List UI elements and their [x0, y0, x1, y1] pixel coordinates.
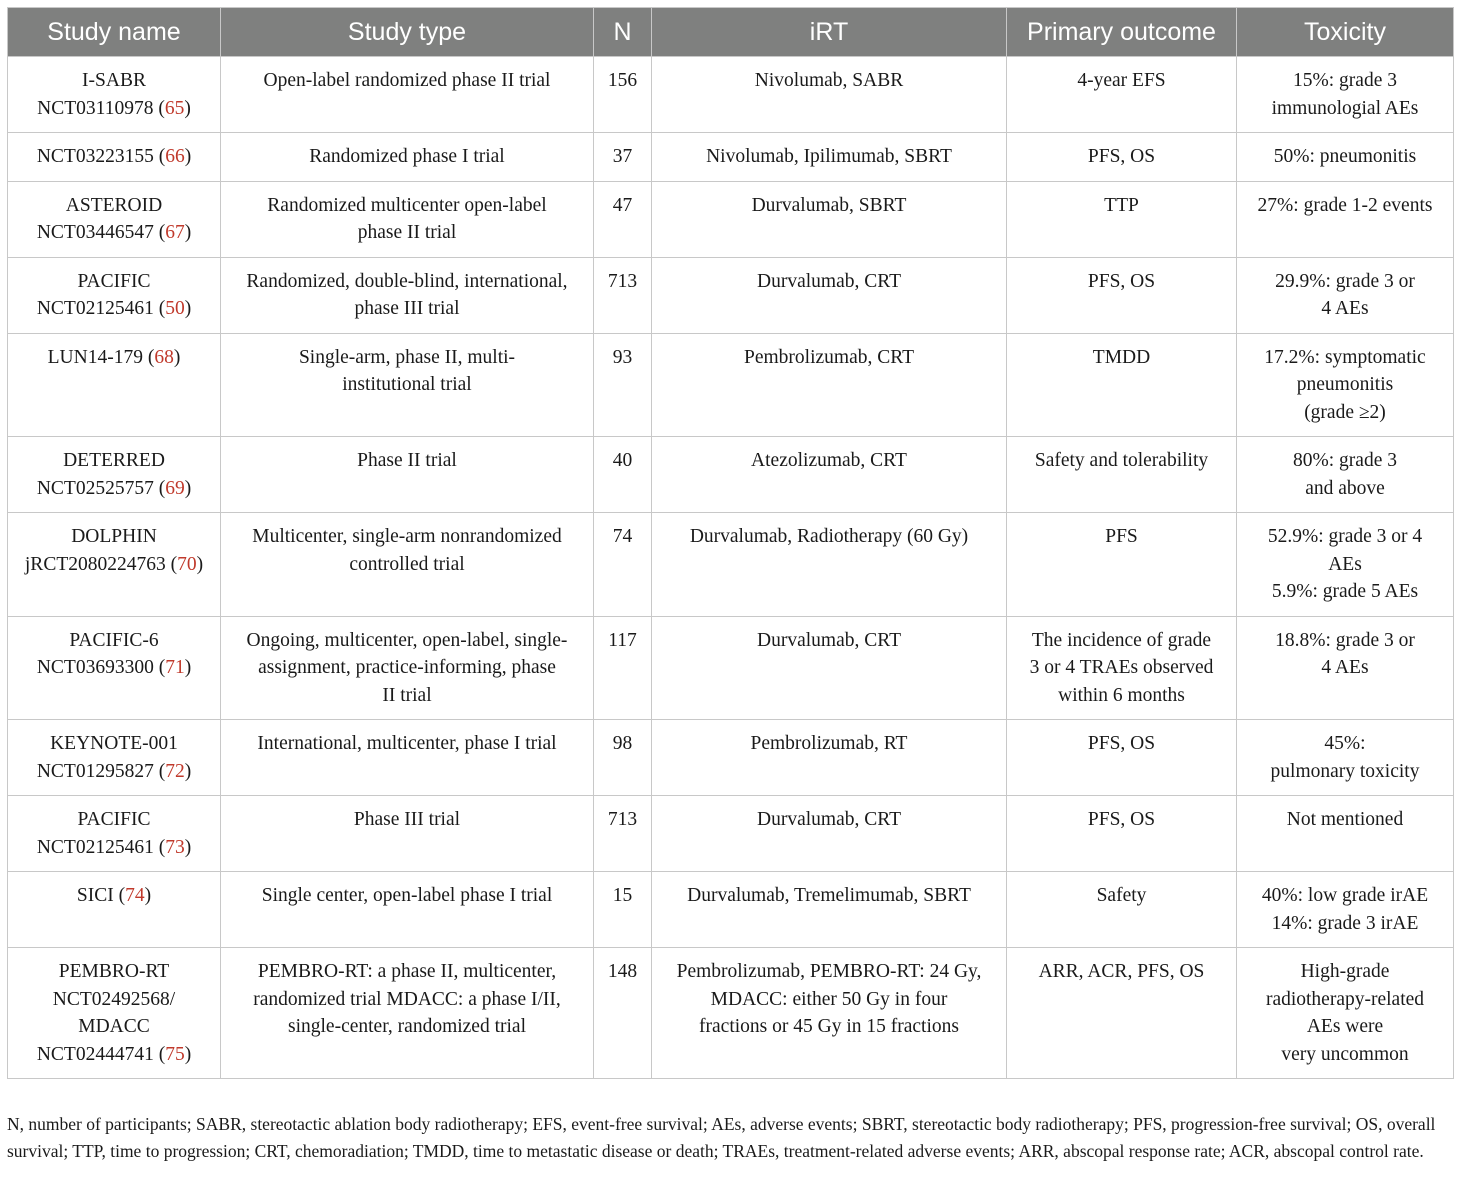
cell-study-name: [8, 437, 221, 513]
study-name-line: DOLPHIN: [71, 526, 157, 547]
cell-primary-outcome-line: PFS, OS: [1087, 270, 1156, 292]
cell-study-type-line: Ongoing, multicenter, open-label, single-: [246, 629, 568, 651]
cell-study-type-line: Randomized, double-blind, international,: [246, 270, 568, 292]
reference-link[interactable]: 72: [165, 760, 185, 782]
reference-link[interactable]: 65: [164, 97, 185, 119]
cell-toxicity: [1237, 257, 1454, 333]
reference-link[interactable]: 67: [165, 222, 185, 243]
cell-toxicity: [1237, 133, 1454, 182]
cell-study-name: [8, 513, 221, 617]
cell-n: 93: [594, 333, 652, 437]
study-name-line: LUN14-179 (68): [47, 346, 181, 368]
study-name-line: DETERRED: [63, 450, 165, 471]
cell-study-name: [8, 333, 221, 437]
cell-study-type-line: II trial: [382, 684, 432, 706]
table-container: [7, 7, 1453, 1079]
header-irt: iRT: [652, 8, 1007, 57]
cell-irt-line: Atezolizumab, CRT: [751, 450, 907, 471]
table-row: [8, 720, 1454, 796]
cell-n: 156: [594, 57, 652, 133]
cell-study-type: [221, 333, 594, 437]
study-name-line: NCT02525757 (69): [36, 477, 192, 499]
study-name-line: jRCT2080224763 (70): [24, 553, 204, 575]
cell-n: 117: [594, 616, 652, 720]
cell-toxicity: [1237, 513, 1454, 617]
cell-toxicity-line: 27%: grade 1-2 events: [1257, 194, 1433, 216]
cell-study-type-line: International, multicenter, phase I trial: [257, 733, 557, 754]
reference-link[interactable]: 66: [165, 146, 185, 167]
cell-study-type-line: institutional trial: [342, 374, 472, 395]
cell-primary-outcome-line: Safety: [1096, 885, 1147, 906]
cell-primary-outcome: [1007, 796, 1237, 872]
cell-n: 98: [594, 720, 652, 796]
reference-link[interactable]: 74: [125, 885, 145, 906]
cell-toxicity: [1237, 616, 1454, 720]
cell-toxicity-line: very uncommon: [1281, 1043, 1409, 1065]
cell-toxicity-line: pneumonitis: [1296, 374, 1394, 395]
cell-n: 40: [594, 437, 652, 513]
cell-toxicity-line: High-grade: [1300, 961, 1390, 982]
study-name-line: PACIFIC: [77, 809, 151, 830]
cell-primary-outcome-line: PFS, OS: [1087, 809, 1156, 830]
table-row: [8, 181, 1454, 257]
cell-study-name: [8, 872, 221, 948]
reference-link[interactable]: 50: [165, 298, 185, 319]
cell-study-name: [8, 948, 221, 1079]
cell-toxicity: [1237, 948, 1454, 1079]
reference-link[interactable]: 73: [165, 836, 185, 858]
cell-toxicity: [1237, 796, 1454, 872]
study-name-line: KEYNOTE-001: [50, 733, 178, 754]
cell-study-name: [8, 616, 221, 720]
cell-irt-line: Durvalumab, Radiotherapy (60 Gy): [689, 526, 969, 547]
cell-study-type: [221, 720, 594, 796]
cell-study-type: [221, 872, 594, 948]
cell-primary-outcome-line: PFS: [1105, 526, 1138, 547]
cell-toxicity-line: immunologial AEs: [1271, 97, 1419, 119]
study-name-line: NCT02125461 (73): [36, 836, 192, 858]
cell-study-type-line: Phase III trial: [353, 809, 461, 830]
cell-irt: [652, 616, 1007, 720]
cell-irt: [652, 257, 1007, 333]
cell-n: 15: [594, 872, 652, 948]
cell-study-name: [8, 796, 221, 872]
cell-study-name: [8, 57, 221, 133]
cell-toxicity-line: 17.2%: symptomatic: [1264, 346, 1426, 368]
study-name-line: SICI (74): [76, 885, 152, 906]
cell-primary-outcome: [1007, 616, 1237, 720]
cell-irt-line: Pembrolizumab, CRT: [744, 346, 914, 368]
cell-n: 37: [594, 133, 652, 182]
cell-study-type-line: phase II trial: [357, 222, 457, 243]
study-name-line: PACIFIC-6: [69, 629, 159, 651]
cell-toxicity-line: 50%: pneumonitis: [1273, 146, 1417, 167]
cell-irt-line: Durvalumab, CRT: [757, 629, 901, 651]
cell-toxicity-line: 15%: grade 3: [1293, 70, 1397, 91]
cell-primary-outcome: [1007, 133, 1237, 182]
cell-primary-outcome: [1007, 181, 1237, 257]
cell-study-type: [221, 133, 594, 182]
cell-irt: [652, 437, 1007, 513]
cell-toxicity-line: 40%: low grade irAE: [1261, 885, 1429, 906]
cell-irt: [652, 872, 1007, 948]
study-name-line: NCT02444741 (75): [36, 1043, 192, 1065]
header-study-type: Study type: [221, 8, 594, 57]
header-toxicity: Toxicity: [1237, 8, 1454, 57]
study-name-line: NCT03110978 (65): [37, 97, 191, 119]
cell-primary-outcome: [1007, 720, 1237, 796]
study-name-line: MDACC: [78, 1016, 150, 1037]
cell-primary-outcome: [1007, 948, 1237, 1079]
cell-study-name: [8, 257, 221, 333]
cell-irt: [652, 333, 1007, 437]
cell-irt-line: Durvalumab, Tremelimumab, SBRT: [687, 885, 971, 906]
cell-toxicity-line: 45%:: [1324, 733, 1366, 754]
cell-primary-outcome-line: ARR, ACR, PFS, OS: [1038, 961, 1205, 982]
cell-study-type-line: assignment, practice-informing, phase: [258, 657, 556, 678]
cell-irt-line: Nivolumab, SABR: [754, 70, 904, 91]
cell-study-type-line: randomized trial MDACC: a phase I/II,: [253, 988, 561, 1010]
study-name-line: NCT01295827 (72): [36, 760, 192, 782]
cell-toxicity-line: 5.9%: grade 5 AEs: [1271, 581, 1419, 602]
cell-study-type: [221, 437, 594, 513]
cell-toxicity-line: 4 AEs: [1321, 657, 1369, 678]
study-name-line: NCT02492568/: [52, 988, 176, 1010]
cell-irt-line: MDACC: either 50 Gy in four: [710, 988, 948, 1010]
cell-n: 713: [594, 796, 652, 872]
cell-irt-line: Durvalumab, CRT: [757, 270, 901, 292]
cell-primary-outcome-line: 3 or 4 TRAEs observed: [1029, 657, 1214, 678]
cell-study-type: [221, 513, 594, 617]
table-row: [8, 257, 1454, 333]
cell-n: 47: [594, 181, 652, 257]
cell-toxicity-line: 52.9%: grade 3 or 4: [1267, 526, 1423, 547]
cell-irt: [652, 948, 1007, 1079]
cell-study-type-line: PEMBRO-RT: a phase II, multicenter,: [257, 961, 557, 982]
study-name-line: NCT03223155 (66): [36, 146, 192, 167]
cell-primary-outcome: [1007, 57, 1237, 133]
cell-toxicity-line: 4 AEs: [1321, 298, 1369, 319]
cell-primary-outcome-line: TTP: [1104, 194, 1139, 216]
cell-study-name: [8, 181, 221, 257]
cell-n: 713: [594, 257, 652, 333]
table-footnote: N, number of participants; SABR, stereotactic ablation body radiotherapy; EFS, event-free survival; AEs, adverse events; SBRT, stereotactic body radiotherapy; PFS, progression-free survival; OS, overall survival; TTP, time to progression; CRT, chemoradiation; TMDD, time to metastatic disease or death; TRAEs, treatment-related adverse events; ARR, abscopal response rate; ACR, abscopal control rate.: [7, 1114, 1436, 1161]
table-row: [8, 616, 1454, 720]
study-name-line: NCT02125461 (50): [36, 298, 192, 319]
table-row: [8, 333, 1454, 437]
cell-irt: [652, 796, 1007, 872]
cell-toxicity-line: AEs: [1328, 553, 1362, 575]
cell-toxicity: [1237, 181, 1454, 257]
cell-study-type-line: Open-label randomized phase II trial: [263, 70, 551, 91]
cell-irt-line: Durvalumab, SBRT: [751, 194, 907, 216]
cell-toxicity-line: radiotherapy-related: [1265, 988, 1425, 1010]
cell-toxicity-line: 80%: grade 3: [1293, 450, 1397, 471]
cell-primary-outcome-line: within 6 months: [1058, 684, 1185, 706]
cell-study-type-line: Multicenter, single-arm nonrandomized: [252, 526, 562, 547]
cell-study-type-line: Single-arm, phase II, multi-: [298, 346, 516, 368]
reference-link[interactable]: 68: [154, 346, 174, 368]
cell-primary-outcome-line: 4-year EFS: [1077, 70, 1166, 91]
cell-primary-outcome: [1007, 257, 1237, 333]
cell-study-type-line: Randomized multicenter open-label: [267, 194, 547, 216]
table-row: [8, 872, 1454, 948]
cell-irt-line: Nivolumab, Ipilimumab, SBRT: [706, 146, 952, 167]
cell-primary-outcome: [1007, 333, 1237, 437]
header-n: N: [594, 8, 652, 57]
cell-toxicity-line: and above: [1305, 477, 1385, 499]
cell-primary-outcome: [1007, 872, 1237, 948]
cell-toxicity: [1237, 437, 1454, 513]
cell-toxicity-line: pulmonary toxicity: [1270, 760, 1420, 782]
cell-study-type-line: Single center, open-label phase I trial: [261, 885, 553, 906]
cell-toxicity: [1237, 333, 1454, 437]
cell-toxicity-line: 29.9%: grade 3 or: [1275, 270, 1415, 292]
study-name-line: PEMBRO-RT: [58, 961, 170, 982]
cell-toxicity-line: AEs were: [1306, 1016, 1384, 1037]
cell-irt: [652, 133, 1007, 182]
studies-table: [7, 7, 1454, 1079]
header-study-name: Study name: [8, 8, 221, 57]
cell-study-name: [8, 133, 221, 182]
cell-primary-outcome-line: Safety and tolerability: [1034, 450, 1209, 471]
cell-irt-line: Pembrolizumab, PEMBRO-RT: 24 Gy,: [676, 961, 982, 982]
study-name-line: ASTEROID: [65, 194, 163, 216]
cell-toxicity: [1237, 720, 1454, 796]
table-body: [8, 57, 1454, 1079]
cell-irt-line: fractions or 45 Gy in 15 fractions: [699, 1016, 959, 1037]
reference-link[interactable]: 71: [165, 657, 185, 678]
table-row: [8, 437, 1454, 513]
cell-study-type: [221, 796, 594, 872]
cell-primary-outcome-line: PFS, OS: [1087, 733, 1156, 754]
cell-study-type: [221, 616, 594, 720]
cell-primary-outcome-line: The incidence of grade: [1031, 629, 1212, 651]
reference-link[interactable]: 69: [165, 477, 185, 499]
reference-link[interactable]: 70: [177, 553, 197, 575]
cell-study-type: [221, 57, 594, 133]
table-header-row: [8, 8, 1454, 57]
cell-study-name: [8, 720, 221, 796]
study-name-line: NCT03693300 (71): [36, 657, 192, 678]
table-row: [8, 948, 1454, 1079]
cell-toxicity: [1237, 57, 1454, 133]
cell-primary-outcome: [1007, 513, 1237, 617]
cell-n: 148: [594, 948, 652, 1079]
header-primary-outcome: Primary outcome: [1007, 8, 1237, 57]
cell-study-type-line: phase III trial: [354, 298, 460, 319]
cell-irt: [652, 513, 1007, 617]
cell-irt: [652, 57, 1007, 133]
cell-study-type-line: single-center, randomized trial: [288, 1016, 526, 1037]
cell-primary-outcome: [1007, 437, 1237, 513]
cell-toxicity-line: (grade ≥2): [1304, 401, 1386, 423]
cell-study-type: [221, 181, 594, 257]
table-row: [8, 513, 1454, 617]
study-name-line: PACIFIC: [77, 270, 151, 292]
cell-study-type: [221, 948, 594, 1079]
reference-link[interactable]: 75: [165, 1043, 185, 1065]
cell-study-type-line: controlled trial: [349, 553, 465, 575]
cell-primary-outcome-line: TMDD: [1092, 346, 1151, 368]
study-name-line: I-SABR: [82, 70, 146, 91]
cell-irt-line: Pembrolizumab, RT: [750, 733, 908, 754]
cell-study-type-line: Phase II trial: [357, 450, 457, 471]
cell-study-type: [221, 257, 594, 333]
cell-primary-outcome-line: PFS, OS: [1087, 146, 1156, 167]
cell-toxicity-line: 14%: grade 3 irAE: [1271, 912, 1419, 934]
table-row: [8, 796, 1454, 872]
cell-n: 74: [594, 513, 652, 617]
cell-toxicity-line: Not mentioned: [1286, 809, 1404, 830]
table-row: [8, 57, 1454, 133]
cell-irt: [652, 181, 1007, 257]
cell-toxicity: [1237, 872, 1454, 948]
cell-study-type-line: Randomized phase I trial: [309, 146, 505, 167]
study-name-line: NCT03446547 (67): [36, 222, 192, 243]
cell-irt-line: Durvalumab, CRT: [757, 809, 901, 830]
table-row: [8, 133, 1454, 182]
cell-irt: [652, 720, 1007, 796]
cell-toxicity-line: 18.8%: grade 3 or: [1275, 629, 1415, 651]
